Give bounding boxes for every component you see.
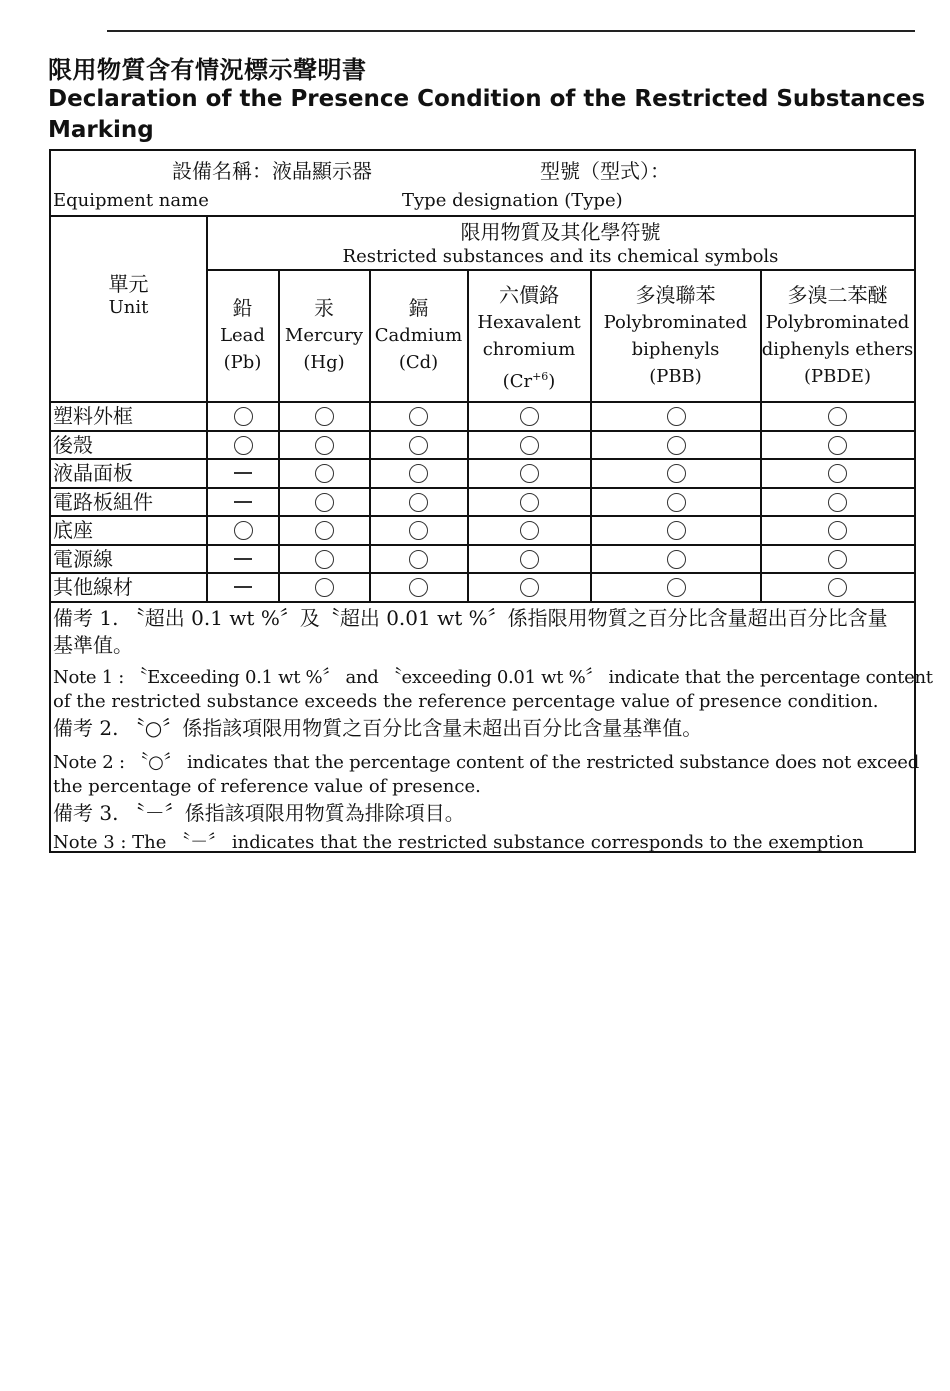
circle-mark-icon [409, 578, 428, 597]
rule-group [207, 269, 914, 271]
table-cell-mark [228, 573, 258, 601]
group-header-en: Restricted substances and its chemical symbols [342, 246, 779, 267]
circle-mark-icon [409, 464, 428, 483]
table-cell-mark [228, 516, 258, 544]
circle-mark-icon [828, 550, 847, 569]
col-cr-en1: Hexavalent [477, 312, 581, 333]
group-header-zh: 限用物質及其化學符號 [460, 220, 661, 244]
rule-row-1 [51, 430, 914, 432]
col-pb-zh: 鉛 [232, 296, 253, 320]
table-cell-mark [822, 573, 852, 601]
rule-row-5 [51, 544, 914, 546]
col-pbde-zh: 多溴二苯醚 [787, 283, 888, 307]
row-unit-label: 後殼 [53, 433, 93, 457]
circle-mark-icon [520, 407, 539, 426]
circle-mark-icon [667, 493, 686, 512]
circle-mark-icon [667, 436, 686, 455]
col-pbb-en1: Polybrominated [603, 312, 748, 333]
table-cell-mark [228, 459, 258, 487]
table-cell-mark [514, 459, 544, 487]
circle-mark-icon [667, 578, 686, 597]
circle-mark-icon [315, 550, 334, 569]
circle-mark-icon [315, 521, 334, 540]
circle-mark-icon [409, 493, 428, 512]
circle-mark-icon [520, 493, 539, 512]
circle-mark-icon [828, 464, 847, 483]
table-cell-mark [514, 516, 544, 544]
circle-mark-icon [667, 464, 686, 483]
equipment-name-en: Equipment name [53, 190, 209, 211]
col-hg-sym: (Hg) [303, 352, 345, 373]
col-cr-zh: 六價鉻 [499, 283, 559, 307]
col-pbb-zh: 多溴聯苯 [635, 283, 716, 307]
col-header-pb [207, 295, 278, 376]
note-1-en-b: of the restricted substance exceeds the reference percentage value of presence condition. [53, 691, 879, 712]
row-unit-label: 塑料外框 [53, 404, 133, 428]
table-cell-mark [228, 545, 258, 573]
row-unit-label: 電路板組件 [53, 490, 153, 514]
row-unit-label: 其他線材 [53, 575, 133, 599]
col-pbb-en2: biphenyls [631, 339, 720, 360]
rule-header [51, 401, 914, 403]
circle-mark-icon [315, 493, 334, 512]
equipment-type-zh: 型號（型式）： [540, 159, 670, 183]
table-cell-mark [403, 459, 433, 487]
circle-mark-icon [520, 436, 539, 455]
unit-header-en: Unit [108, 297, 149, 318]
note-2-en-a: Note 2 : 〝○〞 indicates that the percentage content of the restricted substance does not exceed [53, 752, 920, 773]
note-1-en-a: Note 1 : 〝Exceeding 0.1 wt %〞 and 〝exceeding 0.01 wt %〞 indicate that the percentage content [53, 667, 933, 688]
circle-mark-icon [315, 407, 334, 426]
table-cell-mark [822, 516, 852, 544]
circle-mark-icon [315, 436, 334, 455]
row-unit-label: 電源線 [53, 547, 113, 571]
table-cell-mark [403, 431, 433, 459]
rule-row-3 [51, 487, 914, 489]
table-cell-mark [514, 402, 544, 430]
table-cell-mark [822, 459, 852, 487]
note-1-zh-a: 備考 1. 〝超出 0.1 wt %〞及〝超出 0.01 wt %〞係指限用物質之百分比含量超出百分比含量 [53, 606, 888, 630]
table-cell-mark [822, 545, 852, 573]
table-cell-mark [403, 573, 433, 601]
note-2-en-b: the percentage of reference value of presence. [53, 776, 481, 797]
table-cell-mark [514, 545, 544, 573]
top-rule [107, 30, 915, 32]
table-cell-mark [309, 402, 339, 430]
table-cell-mark [309, 488, 339, 516]
equipment-type-en: Type designation (Type) [402, 190, 623, 211]
col-pbb-sym: (PBB) [649, 366, 702, 387]
col-cr-sym-end: ) [548, 371, 556, 392]
table-cell-mark [514, 488, 544, 516]
col-cr-sym-sup: +6 [532, 370, 549, 383]
equipment-name-zh: 設備名稱：液晶顯示器 [172, 159, 372, 183]
col-cd-sym: (Cd) [398, 352, 439, 373]
rule-row-4 [51, 515, 914, 517]
col-cr-sym [468, 363, 590, 395]
dash-mark-icon [234, 586, 252, 588]
table-cell-mark [661, 545, 691, 573]
table-cell-mark [228, 488, 258, 516]
table-cell-mark [822, 431, 852, 459]
circle-mark-icon [409, 407, 428, 426]
circle-mark-icon [828, 521, 847, 540]
table-cell-mark [661, 488, 691, 516]
circle-mark-icon [828, 578, 847, 597]
col-header-pbde [761, 282, 914, 390]
dash-mark-icon [234, 501, 252, 503]
note-3-en: Note 3 : The 〝－〞 indicates that the restricted substance corresponds to the exemption [53, 832, 864, 853]
declaration-table [49, 149, 933, 853]
circle-mark-icon [828, 493, 847, 512]
note-2-zh: 備考 2. 〝○〞係指該項限用物質之百分比含量未超出百分比含量基準值。 [53, 716, 703, 740]
table-cell-mark [403, 488, 433, 516]
heading-zh: 限用物質含有情況標示聲明書 [48, 56, 367, 84]
table-cell-mark [661, 402, 691, 430]
table-cell-mark [309, 431, 339, 459]
col-pbde-en1: Polybrominated [765, 312, 910, 333]
table-cell-mark [228, 431, 258, 459]
table-cell-mark [403, 545, 433, 573]
table-cell-mark [309, 573, 339, 601]
circle-mark-icon [409, 436, 428, 455]
table-cell-mark [309, 516, 339, 544]
row-unit-label: 底座 [53, 518, 93, 542]
col-header-cd [370, 295, 467, 376]
circle-mark-icon [409, 550, 428, 569]
col-pbde-sym: (PBDE) [804, 366, 871, 387]
col-cd-en: Cadmium [374, 325, 463, 346]
circle-mark-icon [409, 521, 428, 540]
table-cell-mark [661, 431, 691, 459]
table-cell-mark [514, 431, 544, 459]
row-unit-label: 液晶面板 [53, 461, 133, 485]
unit-header-zh: 單元 [108, 272, 149, 296]
table-cell-mark [228, 402, 258, 430]
table-cell-mark [403, 402, 433, 430]
circle-mark-icon [520, 521, 539, 540]
circle-mark-icon [234, 436, 253, 455]
col-header-pbb [591, 282, 760, 390]
heading-en: Declaration of the Presence Condition of the Restricted Substances Marking [48, 86, 926, 143]
rule-row-6 [51, 572, 914, 574]
table-cell-mark [822, 402, 852, 430]
table-cell-mark [822, 488, 852, 516]
note-1-zh-b: 基準值。 [53, 633, 133, 657]
table-cell-mark [661, 516, 691, 544]
circle-mark-icon [315, 464, 334, 483]
col-rule-unit [206, 215, 208, 601]
note-3-zh: 備考 3. 〝－〞係指該項限用物質為排除項目。 [53, 801, 465, 825]
col-header-cr [468, 282, 590, 395]
circle-mark-icon [315, 578, 334, 597]
dash-mark-icon [234, 472, 252, 474]
circle-mark-icon [520, 464, 539, 483]
col-cd-zh: 鎘 [408, 296, 429, 320]
table-cell-mark [403, 516, 433, 544]
rule-row-2 [51, 458, 914, 460]
table-cell-mark [661, 573, 691, 601]
col-cr-en2: chromium [482, 339, 576, 360]
circle-mark-icon [828, 407, 847, 426]
circle-mark-icon [234, 521, 253, 540]
col-header-hg [279, 295, 369, 376]
col-hg-zh: 汞 [314, 296, 334, 320]
col-cr-sym-base: (Cr [502, 371, 533, 392]
col-pb-en: Lead [220, 325, 265, 346]
circle-mark-icon [667, 407, 686, 426]
table-cell-mark [661, 459, 691, 487]
table-cell-mark [309, 459, 339, 487]
circle-mark-icon [520, 578, 539, 597]
table-cell-mark [309, 545, 339, 573]
circle-mark-icon [828, 436, 847, 455]
circle-mark-icon [667, 521, 686, 540]
circle-mark-icon [520, 550, 539, 569]
col-pb-sym: (Pb) [223, 352, 262, 373]
col-pbde-en2: diphenyls ethers [761, 339, 914, 360]
circle-mark-icon [667, 550, 686, 569]
circle-mark-icon [234, 407, 253, 426]
table-cell-mark [514, 573, 544, 601]
dash-mark-icon [234, 558, 252, 560]
col-hg-en: Mercury [284, 325, 364, 346]
